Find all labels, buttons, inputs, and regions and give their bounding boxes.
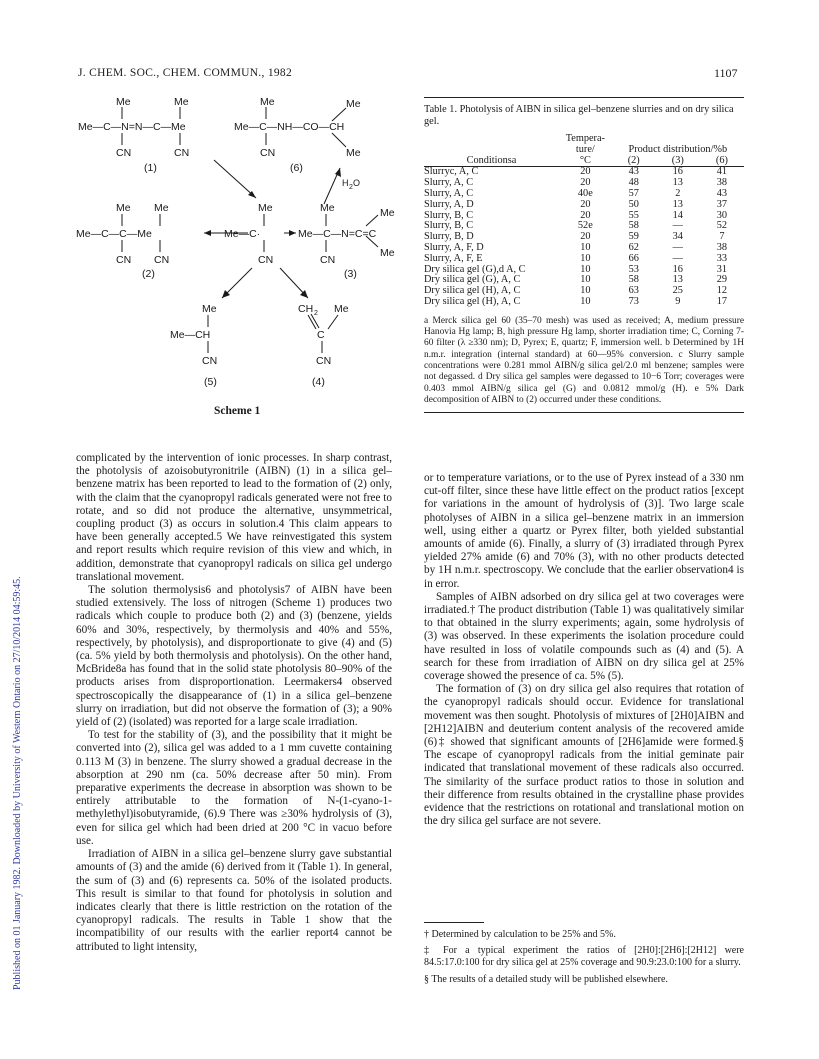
- label-compound-2: (2): [142, 268, 155, 280]
- table-cell-temperature: 10: [580, 241, 591, 253]
- header-product: Product distribution/%b: [628, 143, 728, 155]
- svg-text:CN: CN: [154, 254, 170, 266]
- header-conditions: Conditionsa: [466, 154, 517, 166]
- table-cell-product-2: 57: [628, 187, 639, 199]
- table-cell-product-3: 25: [672, 285, 683, 297]
- table-cell-product-3: 16: [672, 263, 683, 275]
- svg-text:2: 2: [349, 184, 353, 191]
- table-cell-product-3: —: [672, 252, 683, 264]
- header-temp-unit: °C: [579, 154, 591, 166]
- svg-text:Me: Me: [174, 96, 189, 108]
- table-cell-product-6: 38: [716, 177, 728, 189]
- table-cell-product-6: 33: [716, 252, 728, 264]
- table-cell-temperature: 20: [580, 166, 591, 178]
- svg-text:CN: CN: [116, 147, 132, 159]
- scheme-title: Scheme 1: [214, 405, 261, 417]
- footnote-rule: [424, 922, 484, 923]
- table-cell-temperature: 20: [580, 177, 591, 189]
- svg-text:Me: Me: [346, 147, 361, 159]
- svg-text:Me—C—C—Me: Me—C—C—Me: [76, 228, 152, 240]
- table-cell-product-2: 55: [628, 209, 639, 221]
- svg-text:Me—C—NH—CO—CH: Me—C—NH—CO—CH: [234, 121, 345, 133]
- paragraph: Samples of AIBN adsorbed on dry silica gel at two coverages were irradiated.† The product distribution (Table 1) was qualitatively similar to that obtained in the slurry experiments; again, some hydrolysis of (3) was observed. In these experiments the isolation procedure could have resulted in loss of volatile compounds such as (4) and (5). A search for these from irradiation of AIBN on dry silica gel at 25% coverage showed the presence of ca. 5% (5).: [424, 590, 744, 683]
- table-bottom-rule: [424, 412, 744, 413]
- table-cell-conditions: Slurry, A, F, E: [424, 252, 483, 264]
- svg-text:Me—C—N=N—C—Me: Me—C—N=N—C—Me: [78, 121, 186, 133]
- svg-text:CH: CH: [298, 303, 314, 315]
- table-cell-product-2: 58: [628, 220, 639, 232]
- table-cell-temperature: 52e: [577, 220, 593, 232]
- svg-text:Me: Me: [116, 96, 131, 108]
- table-caption: Table 1. Photolysis of AIBN in silica gel–benzene slurries and on dry silica gel.: [424, 104, 734, 127]
- table-notes: a Merck silica gel 60 (35–70 mesh) was used as received; A, medium pressure Hanovia Hg lamp; B, high pressure Hg lamp, shorter irradiation time; C, Corning 7-60 filter (λ ≥330 nm); D, Pyrex; E, quartz; F, immersion well. b Determined by 1H n.m.r. integration (internal standard) at 60—95% conversion. c Slurry sample concentrations were 0.281 mmol AIBN/g silica gel/2.0 ml benzene; samples were not degassed. d Dry silica gel samples were degassed to 10−6 Torr; coverages were 0.403 mmol AIBN/g silica gel (G) and 0.0812 mmol/g (H). e 5% Dark decomposition of AIBN to (2) occurred under these conditions.: [424, 315, 744, 405]
- table-cell-temperature: 20: [580, 209, 591, 221]
- table-cell-conditions: Slurry, B, C: [424, 220, 474, 232]
- table-cell-conditions: Slurry, A, C: [424, 177, 474, 189]
- table-cell-product-6: 17: [716, 295, 728, 307]
- table-cell-product-6: 37: [716, 198, 728, 210]
- table-cell-temperature: 40e: [577, 187, 593, 199]
- svg-text:O: O: [353, 178, 361, 188]
- reaction-scheme: [76, 92, 406, 422]
- svg-text:C: C: [317, 329, 325, 341]
- table-row: [424, 200, 744, 211]
- running-head: J. CHEM. SOC., CHEM. COMMUN., 1982: [78, 67, 293, 79]
- svg-text:Me—C·: Me—C·: [224, 228, 261, 240]
- svg-text:CN: CN: [258, 254, 274, 266]
- svg-text:Me: Me: [202, 303, 217, 315]
- paragraph: Irradiation of AIBN in a silica gel–benzene slurry gave substantial amounts of (3) and the amide (6) derived from it (Table 1). In general, the sum of (3) and (6) represents ca. 50% of the isolated products. This result is similar to that found for photolysis in solution and indicates clearly that there is little restriction on the rotation of the cyanopropyl radicals. The results in Table 1 show that the incompatibility of our results with the earlier report4 cannot be attributed to light intensity,: [76, 848, 392, 953]
- table-row: [424, 297, 744, 308]
- table-cell-product-6: 38: [716, 241, 728, 253]
- table-cell-product-6: 43: [716, 187, 728, 199]
- table-cell-conditions: Dry silica gel (H), A, C: [424, 295, 521, 307]
- label-compound-6: (6): [290, 162, 303, 174]
- paragraph: To test for the stability of (3), and the possibility that it might be converted into (2), silica gel was added to a 1 mm cuvette containing 0.113 M (3) in benzene. The slurry showed a gradual decrease in the absorption at 290 nm (ca. 50% decrease after 50 min). From preparative experiments the decrease in absorption was shown to be entirely attributable to the formation of N-(1-cyano-1-methylethyl)isobutyramide, (6).9 There was ≥30% hydrolysis of (3), even for silica gel which had been dried at 200 °C in vacuo before use.: [76, 729, 392, 847]
- table-cell-conditions: Slurry, A, C: [424, 187, 474, 199]
- table-cell-temperature: 10: [580, 263, 591, 275]
- label-compound-3: (3): [344, 268, 357, 280]
- svg-text:CN: CN: [116, 254, 132, 266]
- table-cell-product-2: 58: [628, 274, 639, 286]
- header-temp-mid: ture/: [575, 143, 595, 155]
- svg-text:CN: CN: [260, 147, 276, 159]
- table-cell-product-2: 43: [628, 166, 639, 178]
- label-compound-1: (1): [144, 162, 157, 174]
- svg-text:Me: Me: [380, 207, 395, 219]
- table-cell-product-6: 31: [716, 263, 728, 275]
- table-cell-temperature: 20: [580, 198, 591, 210]
- label-compound-5: (5): [204, 376, 217, 388]
- table-cell-product-6: 41: [716, 166, 728, 178]
- svg-text:Me: Me: [116, 202, 131, 214]
- table-cell-product-3: —: [672, 241, 683, 253]
- header-col-2: (2): [627, 154, 640, 166]
- right-column: [424, 472, 744, 828]
- svg-text:H: H: [342, 178, 349, 188]
- page-number: 1107: [714, 66, 738, 80]
- label-compound-4: (4): [312, 376, 325, 388]
- table-cell-product-3: 14: [672, 209, 683, 221]
- paragraph: The solution thermolysis6 and photolysis7 of AIBN have been studied extensively. The loss of nitrogen (Scheme 1) produces two radicals which couple to produce both (2) and (3) (benzene, yields 60% and 30%, respectively, by thermolysis and 40% and 55%, respectively, by photolysis), and disproportionate to give (4) and (5) (ca. 5% yield by both thermolysis and photolysis). On the other hand, McBride8a has found that in the solid state photolysis 80–90% of the products arises from disproportionation. Leermakers4 observed spectroscopically the disappearance of (1) in a silica gel–benzene slurry on irradiation, but did not observe the formation of (3); a 90% yield of (2) (isolated) was reported for a large scale irradiation.: [76, 584, 392, 729]
- svg-text:Me: Me: [320, 202, 335, 214]
- table-cell-temperature: 20: [580, 231, 591, 243]
- table-cell-temperature: 10: [580, 274, 591, 286]
- paragraph: complicated by the intervention of ionic processes. In sharp contrast, the photolysis of azoisobutyronitrile (AIBN) (1) in a silica gel–benzene matrix has been reported to lead to the formation of (2) only, with the claim that the cyanopropyl radicals generated were not free to rotate, and so did not produce the alternative, unsymmetrical, coupling product (3) as occurs in solution.4 This claim appears to have been generally accepted.5 We have reinvestigated this system and report results which require revision of this view and which, in addition, demonstrate that cyanopropyl radicals on silica gel undergo translational movement.: [76, 452, 392, 583]
- table-1: [424, 97, 744, 413]
- paragraph: or to temperature variations, or to the use of Pyrex instead of a 330 nm cut-off filter, since these have little effect on the product ratios [except for variations in the amount of hydrolysis of (3)]. Two large scale photolyses of AIBN in a silica gel–benzene matrix in an immersion well, using either a quartz or Pyrex filter, both yielded substantial amounts of amide (6). Finally, a slurry of (3) irradiated through Pyrex yielded 27% amide (6) and 70% (3), with no other products detected by 1H n.m.r. spectroscopy. We conclude that the earlier observation4 is in error.: [424, 472, 744, 590]
- table-cell-product-3: 13: [672, 177, 683, 189]
- table-cell-product-3: 16: [672, 166, 683, 178]
- paragraph: The formation of (3) on dry silica gel also requires that rotation of the cyanopropyl radicals should occur. Evidence for translational movement was then sought. Photolysis of mixtures of [2H0]AIBN and [2H12]AIBN and deuterium content analysis of the recovered amide (6)‡ showed that significant amounts of [2H6]amide were formed.§ The escape of cyanopropyl radicals from the initial geminate pair indicated that translational movement of these radicals also occurred. The similarity of the surface product ratios to those in solution and their difference from results obtained in the crystalline phase provides evidence that the restrictions on rotational and translational motion on the dry silica gel surface are not severe.: [424, 683, 744, 828]
- table-cell-product-3: 2: [675, 187, 681, 199]
- table-cell-conditions: Slurryc, A, C: [424, 166, 479, 178]
- svg-text:CN: CN: [316, 355, 332, 367]
- svg-text:CN: CN: [202, 355, 218, 367]
- table-cell-product-2: 53: [628, 263, 639, 275]
- table-cell-product-6: 12: [716, 285, 728, 297]
- table-cell-product-2: 62: [628, 241, 639, 253]
- scheme-drawing: [76, 92, 406, 422]
- table-cell-product-3: —: [672, 220, 683, 232]
- table-cell-conditions: Slurry, A, F, D: [424, 241, 484, 253]
- svg-text:Me: Me: [154, 202, 169, 214]
- footnotes: [424, 922, 744, 990]
- table-cell-temperature: 10: [580, 285, 591, 297]
- svg-text:Me: Me: [334, 303, 349, 315]
- download-watermark: Published on 01 January 1982. Downloaded by University of Western Ontario on 27/10/2014 04:59:45.: [12, 576, 23, 990]
- footnote: ‡ For a typical experiment the ratios of [2H0]:[2H6]:[2H12] were 84.5:17.0:100 for dry silica gel at 25% coverage and 90.9:23.0:100 for a slurry.: [424, 945, 744, 969]
- svg-text:Me: Me: [380, 247, 395, 259]
- table-cell-product-6: 52: [716, 220, 728, 232]
- table-cell-conditions: Slurry, A, D: [424, 198, 474, 210]
- table-cell-temperature: 10: [580, 252, 591, 264]
- table-cell-product-3: 34: [672, 231, 683, 243]
- table-row: [424, 254, 744, 265]
- left-column: [76, 452, 392, 954]
- table-cell-product-2: 73: [628, 295, 639, 307]
- table-cell-conditions: Dry silica gel (H), A, C: [424, 285, 521, 297]
- svg-text:Me—CH: Me—CH: [170, 329, 211, 341]
- table-cell-product-2: 50: [628, 198, 639, 210]
- table-cell-product-3: 13: [672, 198, 683, 210]
- table-cell-conditions: Slurry, B, C: [424, 209, 474, 221]
- table-cell-conditions: Slurry, B, D: [424, 231, 474, 243]
- table-data: [424, 134, 744, 308]
- svg-text:CN: CN: [320, 254, 336, 266]
- svg-text:Me—C—N=C=C: Me—C—N=C=C: [298, 228, 377, 240]
- svg-text:Me: Me: [260, 96, 275, 108]
- table-cell-product-3: 13: [672, 274, 683, 286]
- table-cell-product-6: 30: [716, 209, 728, 221]
- table-cell-product-3: 9: [675, 295, 681, 307]
- table-cell-temperature: 10: [580, 295, 591, 307]
- table-cell-product-6: 29: [716, 274, 728, 286]
- header-col-3: (3): [671, 154, 684, 166]
- footnote: § The results of a detailed study will be published elsewhere.: [424, 973, 668, 985]
- table-cell-product-2: 63: [628, 285, 639, 297]
- table-cell-product-2: 59: [628, 231, 639, 243]
- svg-text:Me: Me: [346, 98, 361, 110]
- table-cell-product-6: 7: [719, 231, 725, 243]
- svg-text:CN: CN: [174, 147, 190, 159]
- table-cell-conditions: Dry silica gel (G),d A, C: [424, 263, 526, 275]
- footnote: † Determined by calculation to be 25% and 5%.: [424, 929, 616, 940]
- table-cell-product-2: 66: [628, 252, 639, 264]
- table-cell-conditions: Dry silica gel (G), A, C: [424, 274, 521, 286]
- table-cell-product-2: 48: [628, 177, 639, 189]
- header-temp-top: Tempera-: [565, 133, 605, 144]
- svg-text:2: 2: [314, 310, 318, 317]
- svg-text:Me: Me: [258, 202, 273, 214]
- header-col-6: (6): [715, 154, 728, 166]
- table-top-rule: [424, 97, 744, 98]
